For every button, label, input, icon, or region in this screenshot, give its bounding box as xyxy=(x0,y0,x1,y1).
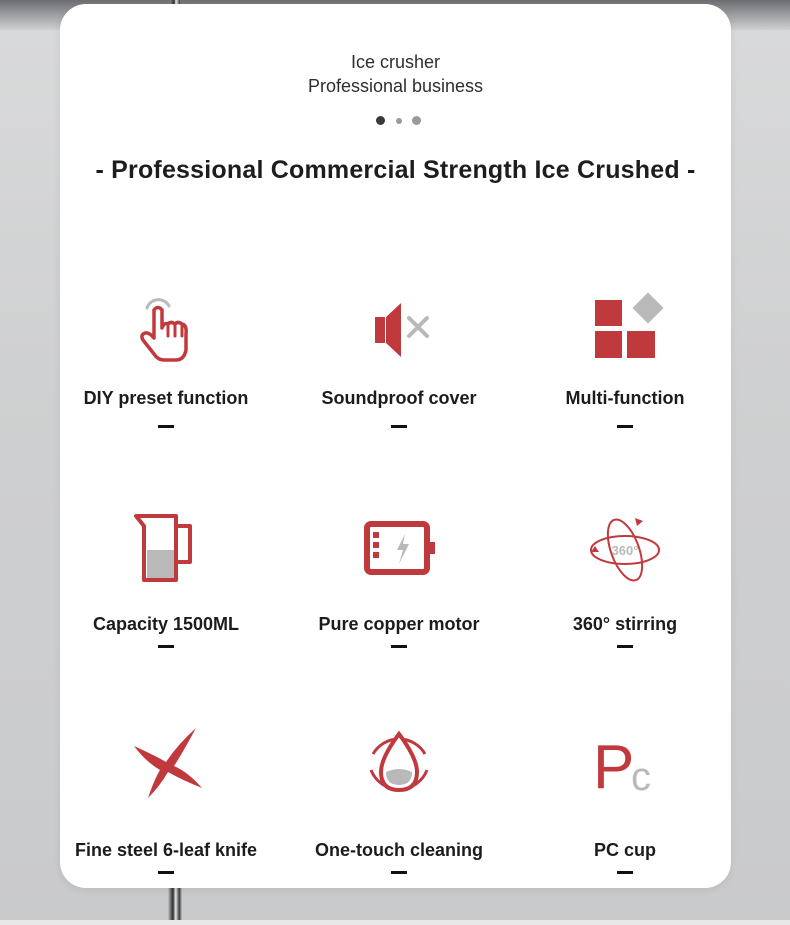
carousel-dots xyxy=(376,116,436,128)
feature-dash xyxy=(158,645,174,648)
motor-icon xyxy=(359,512,439,592)
measuring-jug-icon xyxy=(126,512,206,592)
feature-dash xyxy=(617,871,633,874)
feature-capacity xyxy=(56,512,276,682)
grid-blocks-icon xyxy=(585,292,665,372)
feature-soundproof xyxy=(289,292,509,462)
touch-hand-icon xyxy=(126,292,206,372)
carousel-dot-3[interactable] xyxy=(412,116,421,125)
speaker-muted-icon xyxy=(359,292,439,372)
feature-label: DIY preset function xyxy=(83,388,249,408)
pc-letter-big: P xyxy=(593,733,635,802)
blade-icon xyxy=(126,726,206,806)
feature-label: Pure copper motor xyxy=(318,614,480,634)
feature-cleaning xyxy=(289,726,509,896)
feature-dash xyxy=(391,871,407,874)
feature-knife xyxy=(56,726,276,896)
feature-card xyxy=(60,4,731,888)
rotate-360-icon xyxy=(585,512,665,592)
feature-dash xyxy=(617,425,633,428)
pc-letter-small: c xyxy=(631,755,651,799)
feature-label: Capacity 1500ML xyxy=(92,614,240,634)
feature-360-stirring xyxy=(515,512,735,682)
feature-label: Soundproof cover xyxy=(321,388,477,408)
background-bottom-strip xyxy=(0,920,790,925)
feature-multi-function xyxy=(515,292,735,462)
carousel-dot-1[interactable] xyxy=(376,116,385,125)
feature-label: Fine steel 6-leaf knife xyxy=(74,840,258,860)
pc-letters-icon xyxy=(585,726,665,806)
banner-title: Ice crusher xyxy=(350,52,441,72)
feature-label: 360° stirring xyxy=(572,614,678,634)
feature-dash xyxy=(617,645,633,648)
feature-label: One-touch cleaning xyxy=(314,840,483,860)
svg-text:360°: 360° xyxy=(611,543,639,558)
carousel-dot-2[interactable] xyxy=(396,118,402,124)
feature-dash xyxy=(158,425,174,428)
feature-dash xyxy=(391,645,407,648)
feature-dash xyxy=(391,425,407,428)
banner-subtitle: Professional business xyxy=(307,76,484,96)
feature-label: Multi-function xyxy=(565,388,685,408)
feature-dash xyxy=(158,871,174,874)
headline: - Professional Commercial Strength Ice Crushed - xyxy=(95,156,696,184)
feature-diy-preset xyxy=(56,292,276,462)
feature-pc-cup xyxy=(515,726,735,896)
water-drop-icon xyxy=(359,726,439,806)
feature-label: PC cup xyxy=(593,840,656,860)
feature-motor xyxy=(289,512,509,682)
